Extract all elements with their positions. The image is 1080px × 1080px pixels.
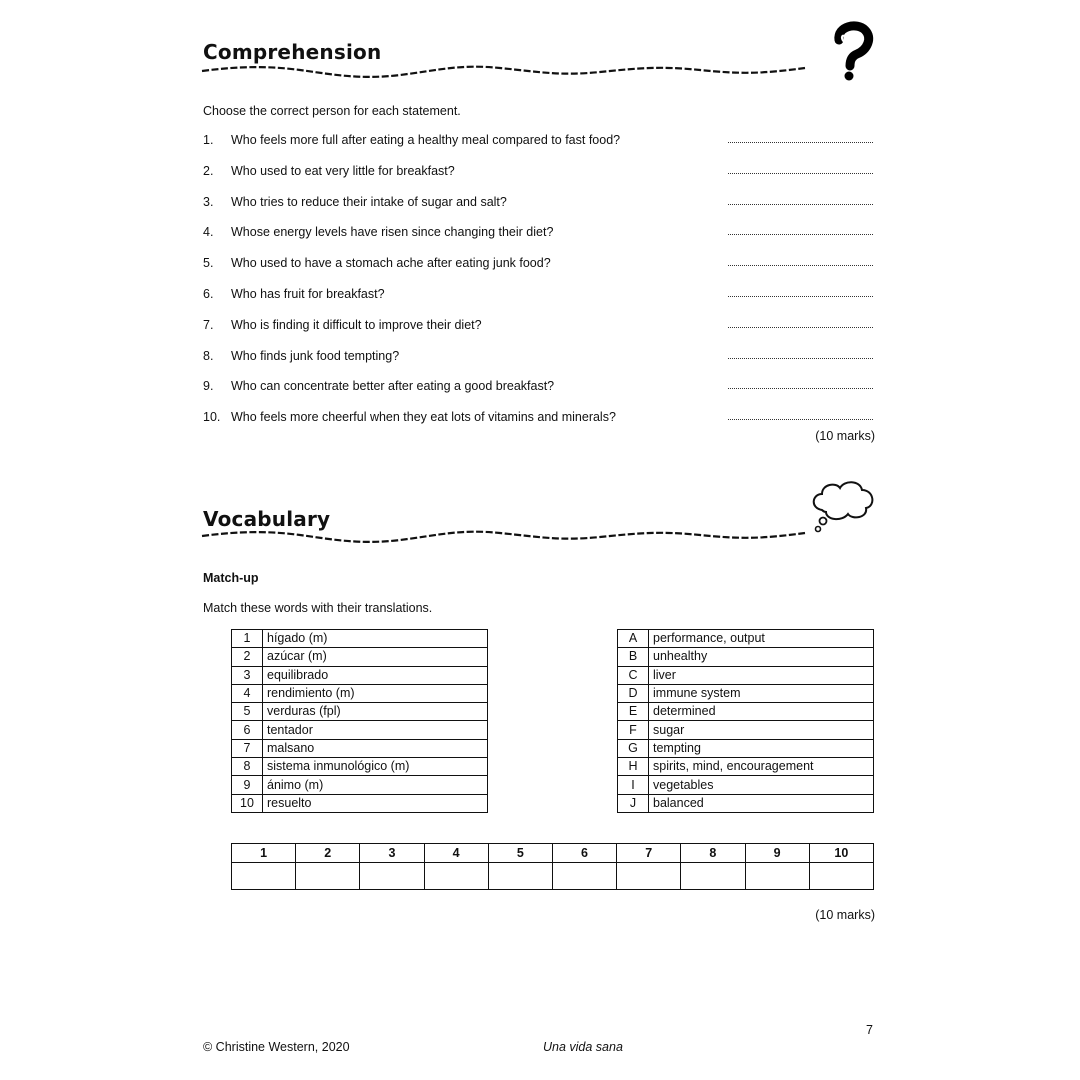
vocabulary-heading: Vocabulary <box>203 507 331 531</box>
english-word: unhealthy <box>649 648 874 666</box>
question-text: Who used to have a stomach ache after eating junk food? <box>231 256 551 271</box>
answer-cell[interactable] <box>552 863 616 890</box>
english-row <box>618 758 874 776</box>
english-letter: H <box>618 758 649 776</box>
question-number: 2. <box>203 163 214 178</box>
question-number: 3. <box>203 194 214 209</box>
spanish-number: 3 <box>232 666 263 684</box>
english-row <box>618 630 874 648</box>
spanish-row <box>232 666 488 684</box>
answer-dotted-line[interactable] <box>728 234 873 235</box>
spanish-number: 10 <box>232 794 263 812</box>
copyright: © Christine Western, 2020 <box>203 1040 350 1054</box>
answer-cell[interactable] <box>424 863 488 890</box>
question-text: Who finds junk food tempting? <box>231 348 400 363</box>
english-letter: I <box>618 776 649 794</box>
answer-cell[interactable] <box>681 863 745 890</box>
question-row <box>203 133 875 151</box>
english-word: balanced <box>649 794 874 812</box>
english-word: immune system <box>649 684 874 702</box>
answer-cell[interactable] <box>360 863 424 890</box>
question-text: Whose energy levels have risen since changing their diet? <box>231 225 554 240</box>
answer-header-cell: 6 <box>552 844 616 863</box>
question-text: Who used to eat very little for breakfast? <box>231 163 455 178</box>
english-letter: G <box>618 739 649 757</box>
english-row <box>618 684 874 702</box>
spanish-row <box>232 684 488 702</box>
answer-dotted-line[interactable] <box>728 358 873 359</box>
english-word: determined <box>649 703 874 721</box>
question-text: Who tries to reduce their intake of sugar and salt? <box>231 194 507 209</box>
answer-header-cell: 9 <box>745 844 809 863</box>
english-letter: E <box>618 703 649 721</box>
vocabulary-wavy-underline <box>200 525 810 547</box>
spanish-number: 6 <box>232 721 263 739</box>
english-letter: A <box>618 630 649 648</box>
english-word: liver <box>649 666 874 684</box>
question-number: 7. <box>203 317 214 332</box>
question-number: 4. <box>203 225 214 240</box>
question-number: 6. <box>203 287 214 301</box>
question-row <box>203 349 875 367</box>
english-row <box>618 776 874 794</box>
english-word: spirits, mind, encouragement <box>649 758 874 776</box>
spanish-row <box>232 758 488 776</box>
answer-header-cell: 2 <box>296 844 360 863</box>
question-number: 8. <box>203 348 214 363</box>
comprehension-marks: (10 marks) <box>815 429 875 443</box>
english-word: tempting <box>649 739 874 757</box>
spanish-number: 8 <box>232 758 263 776</box>
answer-cell[interactable] <box>296 863 360 890</box>
spanish-word: sistema inmunológico (m) <box>263 758 488 776</box>
answer-dotted-line[interactable] <box>728 204 873 205</box>
english-letter: D <box>618 684 649 702</box>
spanish-number: 4 <box>232 684 263 702</box>
answer-dotted-line[interactable] <box>728 419 873 420</box>
answer-header-cell: 5 <box>488 844 552 863</box>
spanish-word: resuelto <box>263 794 488 812</box>
question-text: Who feels more full after eating a healthy meal compared to fast food? <box>231 133 621 147</box>
question-number: 5. <box>203 256 214 271</box>
spanish-word: tentador <box>263 721 488 739</box>
english-row <box>618 703 874 721</box>
question-row <box>203 287 875 305</box>
document-title: Una vida sana <box>543 1040 623 1054</box>
comprehension-heading: Comprehension <box>203 40 382 64</box>
english-row <box>618 794 874 812</box>
english-row <box>618 721 874 739</box>
question-row <box>203 225 875 243</box>
question-row <box>203 379 875 397</box>
answer-dotted-line[interactable] <box>728 142 873 143</box>
spanish-row <box>232 739 488 757</box>
spanish-row <box>232 648 488 666</box>
question-text: Who can concentrate better after eating a good breakfast? <box>231 379 555 394</box>
answer-cell[interactable] <box>809 863 873 890</box>
spanish-word-table <box>231 629 488 813</box>
spanish-word: ánimo (m) <box>263 776 488 794</box>
answer-grid <box>231 843 874 890</box>
answer-cell[interactable] <box>488 863 552 890</box>
answer-cell[interactable] <box>232 863 296 890</box>
spanish-word: rendimiento (m) <box>263 684 488 702</box>
english-word: vegetables <box>649 776 874 794</box>
spanish-row <box>232 703 488 721</box>
question-row <box>203 256 875 274</box>
english-letter: F <box>618 721 649 739</box>
page-number: 7 <box>866 1023 873 1037</box>
answer-dotted-line[interactable] <box>728 296 873 297</box>
vocabulary-instruction: Match these words with their translations. <box>203 601 433 615</box>
answer-header-cell: 4 <box>424 844 488 863</box>
question-number: 1. <box>203 133 214 147</box>
english-letter: J <box>618 794 649 812</box>
spanish-row <box>232 776 488 794</box>
spanish-number: 5 <box>232 703 263 721</box>
question-number: 9. <box>203 379 214 394</box>
english-letter: C <box>618 666 649 684</box>
english-row <box>618 739 874 757</box>
spanish-number: 9 <box>232 776 263 794</box>
answer-header-cell: 3 <box>360 844 424 863</box>
answer-dotted-line[interactable] <box>728 173 873 174</box>
spanish-word: verduras (fpl) <box>263 703 488 721</box>
question-row <box>203 410 875 428</box>
spanish-row <box>232 794 488 812</box>
spanish-word: equilibrado <box>263 666 488 684</box>
answer-header-cell: 1 <box>232 844 296 863</box>
comprehension-instruction: Choose the correct person for each statement. <box>203 104 461 118</box>
answer-cell[interactable] <box>617 863 681 890</box>
vocabulary-marks: (10 marks) <box>815 908 875 922</box>
spanish-row <box>232 721 488 739</box>
question-mark-icon <box>831 20 875 82</box>
question-text: Who feels more cheerful when they eat lots of vitamins and minerals? <box>231 410 616 425</box>
question-row <box>203 195 875 213</box>
question-row <box>203 164 875 182</box>
answer-header-cell: 8 <box>681 844 745 863</box>
spanish-number: 1 <box>232 630 263 648</box>
english-word: sugar <box>649 721 874 739</box>
spanish-word: malsano <box>263 739 488 757</box>
answer-header-cell: 10 <box>809 844 873 863</box>
spanish-number: 7 <box>232 739 263 757</box>
match-up-subheading: Match-up <box>203 571 259 585</box>
english-row <box>618 666 874 684</box>
spanish-word: azúcar (m) <box>263 648 488 666</box>
spanish-row <box>232 630 488 648</box>
answer-header-cell: 7 <box>617 844 681 863</box>
english-row <box>618 648 874 666</box>
english-word: performance, output <box>649 630 874 648</box>
answer-cell[interactable] <box>745 863 809 890</box>
comprehension-wavy-underline <box>200 60 810 82</box>
answer-dotted-line[interactable] <box>728 265 873 266</box>
thought-bubble-icon <box>808 478 878 538</box>
question-row <box>203 318 875 336</box>
question-text: Who has fruit for breakfast? <box>231 287 385 301</box>
english-word-table <box>617 629 874 813</box>
answer-dotted-line[interactable] <box>728 327 873 328</box>
question-number: 10. <box>203 410 221 425</box>
question-text: Who is finding it difficult to improve their diet? <box>231 317 482 332</box>
answer-dotted-line[interactable] <box>728 388 873 389</box>
spanish-number: 2 <box>232 648 263 666</box>
spanish-word: hígado (m) <box>263 630 488 648</box>
english-letter: B <box>618 648 649 666</box>
